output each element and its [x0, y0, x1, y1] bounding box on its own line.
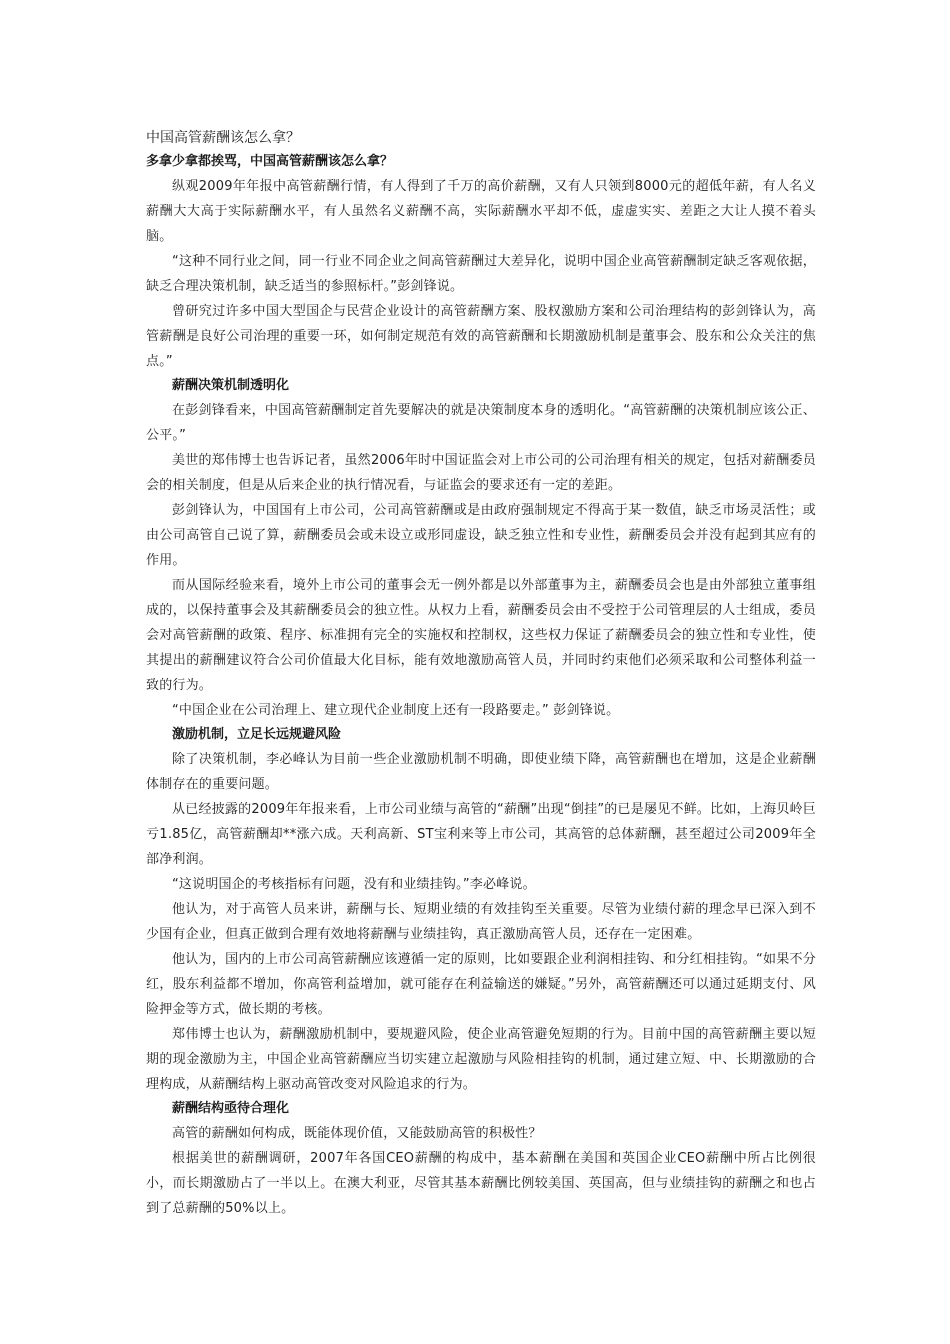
paragraph: 纵观2009年年报中高管薪酬行情，有人得到了千万的高价薪酬，又有人只领到8000元的超低年薪，有人名义薪酬大大高于实际薪酬水平，有人虽然名义薪酬不高，实际薪酬水平却不低，虚虚实实、差距之大让人摸不着头脑。	[146, 179, 816, 244]
document-title: 中国高管薪酬该怎么拿？	[146, 130, 300, 146]
paragraph: 美世的郑伟博士也告诉记者，虽然2006年时中国证监会对上市公司的公司治理有相关的规定，包括对薪酬委员会的相关制度，但是从后来企业的执行情况看，与证监会的要求还有一定的差距。	[146, 453, 816, 493]
paragraph: 根据美世的薪酬调研，2007年各国CEO薪酬的构成中，基本薪酬在美国和英国企业CEO薪酬中所占比例很小，而长期激励占了一半以上。在澳大利亚，尽管其基本薪酬比例较美国、英国高，但与业绩挂钩的薪酬之和也占到了总薪酬的50%以上。	[146, 1151, 816, 1216]
paragraph: 在彭剑锋看来，中国高管薪酬制定首先要解决的就是决策制度本身的透明化。“高管薪酬的决策机制应该公正、公平。”	[146, 403, 816, 443]
section-heading: 薪酬结构亟待合理化	[172, 1101, 290, 1116]
document-subtitle: 多拿少拿都挨骂，中国高管薪酬该怎么拿？	[146, 154, 394, 169]
paragraph: 他认为，对于高管人员来讲，薪酬与长、短期业绩的有效挂钩至关重要。尽管为业绩付薪的理念早已深入到不少国有企业，但真正做到合理有效地将薪酬与业绩挂钩，真正激励高管人员，还存在一定困难。	[146, 902, 816, 942]
paragraph: 彭剑锋认为，中国国有上市公司，公司高管薪酬或是由政府强制规定不得高于某一数值，缺乏市场灵活性；或由公司高管自己说了算，薪酬委员会或未设立或形同虚设，缺乏独立性和专业性，薪酬委员会并没有起到其应有的作用。	[146, 503, 816, 568]
paragraph: 曾研究过许多中国大型国企与民营企业设计的高管薪酬方案、股权激励方案和公司治理结构的彭剑锋认为，高管薪酬是良好公司治理的重要一环，如何制定规范有效的高管薪酬和长期激励机制是董事会、股东和公众关注的焦点。”	[146, 304, 816, 369]
paragraph: “中国企业在公司治理上、建立现代企业制度上还有一段路要走。” 彭剑锋说。	[172, 703, 620, 718]
paragraph: “这种不同行业之间，同一行业不同企业之间高管薪酬过大差异化，说明中国企业高管薪酬制定缺乏客观依据，缺乏合理决策机制，缺乏适当的参照标杆。”彭剑锋说。	[146, 254, 816, 294]
section-heading: 薪酬决策机制透明化	[172, 378, 290, 393]
paragraph: “这说明国企的考核指标有问题，没有和业绩挂钩。”李必峰说。	[172, 877, 536, 892]
paragraph: 从已经披露的2009年年报来看，上市公司业绩与高管的“薪酬”出现“倒挂”的已是屡见不鲜。比如，上海贝岭巨亏1.85亿，高管薪酬却**涨六成。天利高新、ST宝利来等上市公司，其高管的总体薪酬，甚至超过公司2009年全部净利润。	[146, 802, 816, 867]
paragraph: 他认为，国内的上市公司高管薪酬应该遵循一定的原则，比如要跟企业利润相挂钩、和分红相挂钩。“如果不分红，股东利益都不增加，你高管利益增加，就可能存在利益输送的嫌疑。”另外，高管薪酬还可以通过延期支付、风险押金等方式，做长期的考核。	[146, 952, 816, 1017]
section-heading: 激励机制，立足长远规避风险	[172, 727, 342, 742]
paragraph: 郑伟博士也认为，薪酬激励机制中，要规避风险，使企业高管避免短期的行为。目前中国的高管薪酬主要以短期的现金激励为主，中国企业高管薪酬应当切实建立起激励与风险相挂钩的机制，通过建立短、中、长期激励的合理构成，从薪酬结构上驱动高管改变对风险追求的行为。	[146, 1027, 816, 1092]
paragraph: 高管的薪酬如何构成，既能体现价值，又能鼓励高管的积极性？	[172, 1126, 542, 1141]
paragraph: 而从国际经验来看，境外上市公司的董事会无一例外都是以外部董事为主，薪酬委员会也是由外部独立董事组成的，以保持董事会及其薪酬委员会的独立性。从权力上看，薪酬委员会由不受控于公司管理层的人士组成，委员会对高管薪酬的政策、程序、标准拥有完全的实施权和控制权，这些权力保证了薪酬委员会的独立性和专业性，使其提出的薪酬建议符合公司价值最大化目标，能有效地激励高管人员，并同时约束他们必须采取和公司整体利益一致的行为。	[146, 578, 816, 693]
document-page	[146, 126, 816, 1221]
paragraph: 除了决策机制，李必峰认为目前一些企业激励机制不明确，即使业绩下降，高管薪酬也在增加，这是企业薪酬体制存在的重要问题。	[146, 752, 816, 792]
